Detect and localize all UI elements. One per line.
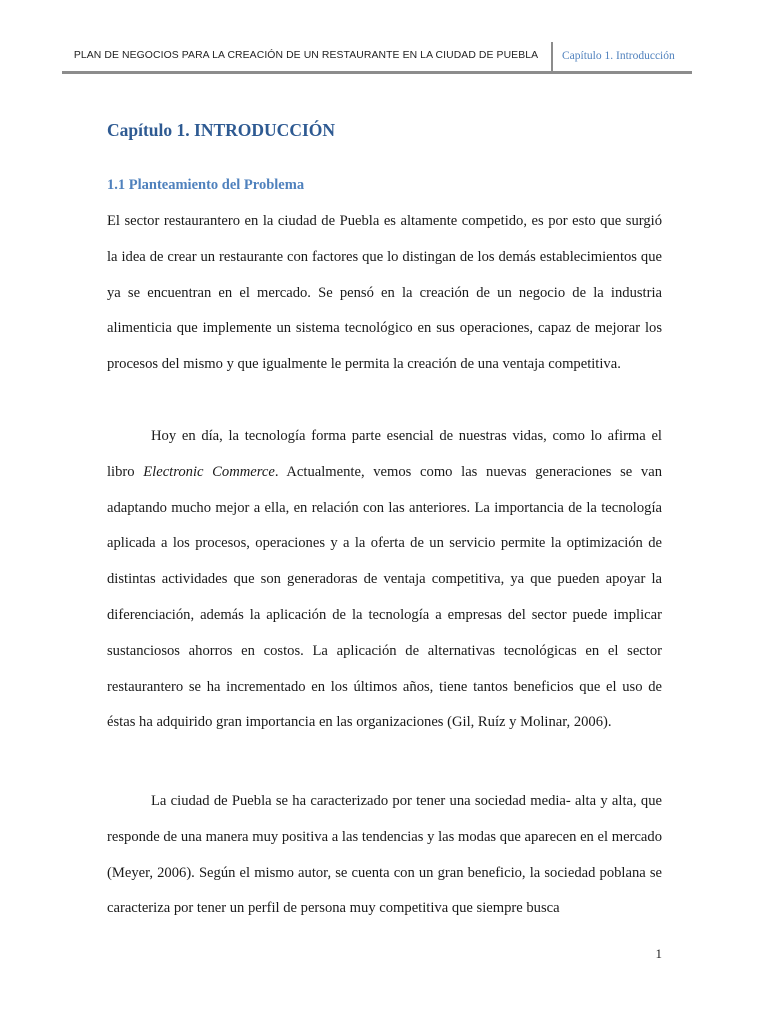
running-header bbox=[62, 42, 692, 74]
section-title: 1.1 Planteamiento del Problema bbox=[107, 177, 305, 193]
paragraph-2-text-after: . Actualmente, vemos como las nuevas generaciones se van adaptando mucho mejor a ella, en relación con las anteriores. La importancia de la tecnología aplicada a los procesos, operaciones y a la oferta de un servicio permite la optimización de distintas actividades que son generadoras de ventaja competitiva, ya que pueden apoyar la diferenciación, además la aplicación de la tecnología a empresas del sector puede implicar sustanciosos ahorros en costos. La aplicación de alternativas tecnológicas en el sector restaurantero se ha incrementado en los últimos años, tiene tantos beneficios que el uso de éstas ha adquirido gran importancia en las organizaciones (Gil, Ruíz y Molinar, 2006). bbox=[107, 463, 662, 731]
paragraph-2-text-before: Hoy en día, la tecnología forma parte esencial de nuestras vidas, como lo afirma el libro bbox=[107, 428, 662, 480]
paragraph-block-1 bbox=[107, 204, 662, 383]
chapter-title: Capítulo 1. INTRODUCCIÓN bbox=[107, 120, 336, 140]
paragraph-3: La ciudad de Puebla se ha caracterizado por tener una sociedad media- alta y alta, que responde de una manera muy positiva a las tendencias y las modas que aparecen en el mercado (Meyer, 2006). Según el mismo autor, se cuenta con un gran beneficio, la sociedad poblana se caracteriza por tener un perfil de persona muy competitiva que siempre busca bbox=[107, 793, 662, 917]
paragraph-block-2 bbox=[107, 419, 662, 741]
paragraph-1: El sector restaurantero en la ciudad de Puebla es altamente competido, es por esto que surgió la idea de crear un restaurante con factores que lo distingan de los demás establecimientos que ya se encuentran en el mercado. Se pensó en la creación de un negocio de la industria alimenticia que implemente un sistema tecnológico en sus operaciones, capaz de mejorar los procesos del mismo y que igualmente le permita la creación de una ventaja competitiva. bbox=[107, 213, 662, 373]
header-divider bbox=[551, 42, 553, 72]
book-title-emphasis: Electronic Commerce bbox=[143, 463, 275, 480]
page-number: 1 bbox=[655, 946, 662, 961]
header-document-title: PLAN DE NEGOCIOS PARA LA CREACIÓN DE UN RESTAURANTE EN LA CIUDAD DE PUEBLA bbox=[73, 50, 539, 61]
header-chapter-label: Capítulo 1. Introducción bbox=[562, 50, 675, 62]
paragraph-block-3 bbox=[107, 784, 662, 927]
paragraph-2 bbox=[107, 419, 662, 741]
